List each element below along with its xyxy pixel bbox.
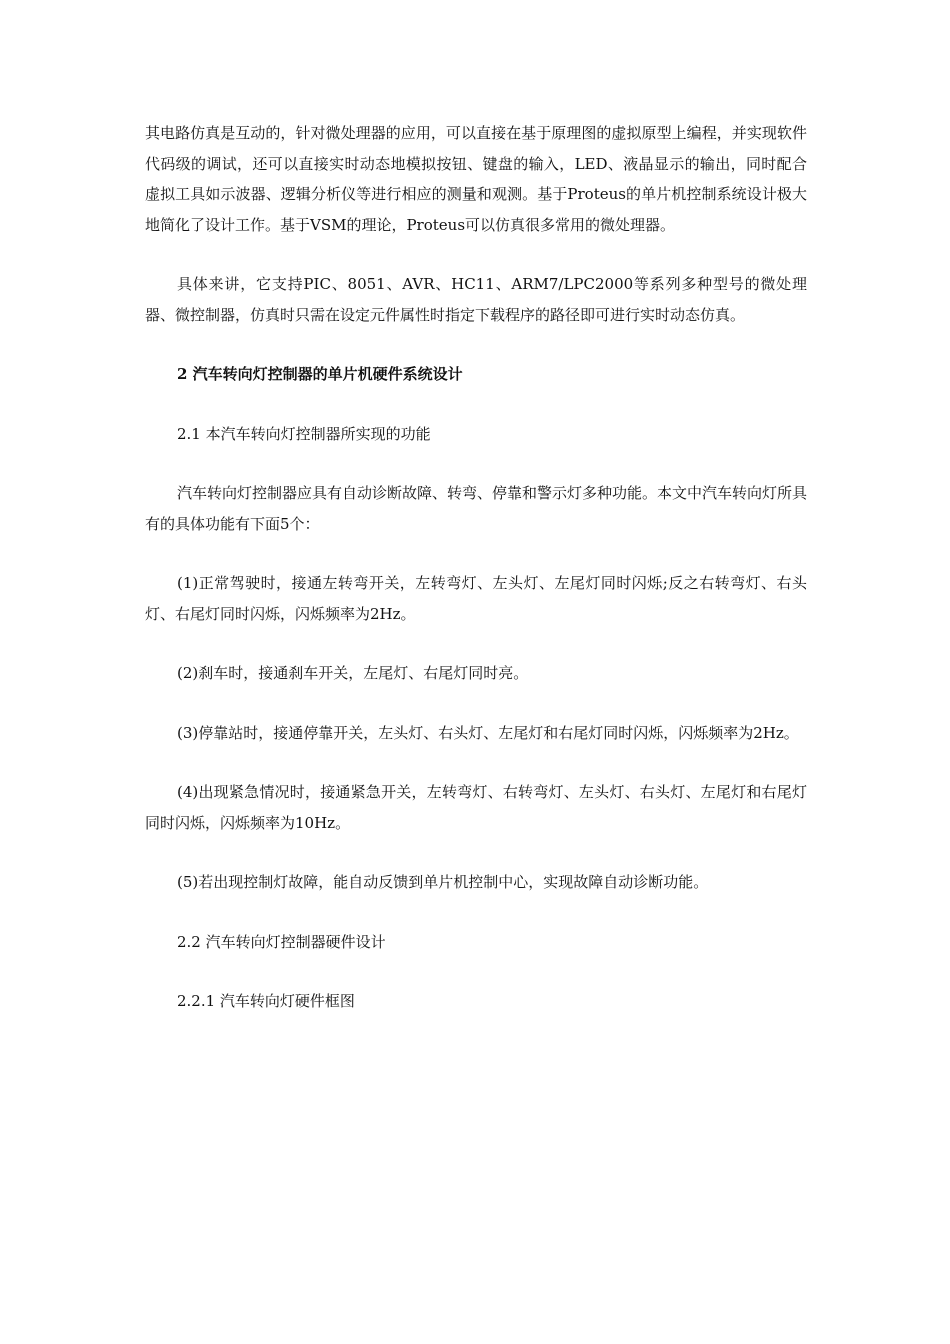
section-heading-2-2: 2.2 汽车转向灯控制器硬件设计 [177,932,386,951]
paragraph-proteus-simulation: 其电路仿真是互动的，针对微处理器的应用，可以直接在基于原理图的虚拟原型上编程，并实现软件代码级的调试，还可以直接实时动态地模拟按钮、键盘的输入，LED、液晶显示的输出，同时配合虚拟工具如示波器、逻辑分析仪等进行相应的测量和观测。基于Proteus的单片机控制系统设计极大地简化了设计工作。基于VSM的理论，Proteus可以仿真很多常用的微处理器。 [145,124,807,234]
list-item-2: (2)刹车时，接通刹车开关，左尾灯、右尾灯同时亮。 [177,664,529,682]
list-item-1: (1)正常驾驶时，接通左转弯开关，左转弯灯、左头灯、左尾灯同时闪烁;反之右转弯灯、右头灯、右尾灯同时闪烁，闪烁频率为2Hz。 [145,574,807,623]
paragraph-supported-processors: 具体来讲，它支持PIC、8051、AVR、HC11、ARM7/LPC2000等系列多种型号的微处理器、微控制器，仿真时只需在设定元件属性时指定下载程序的路径即可进行实时动态仿真。 [145,275,807,324]
paragraph-controller-functions: 汽车转向灯控制器应具有自动诊断故障、转弯、停靠和警示灯多种功能。本文中汽车转向灯所具有的具体功能有下面5个： [145,484,808,533]
section-heading-2-1: 2.1 本汽车转向灯控制器所实现的功能 [177,424,431,443]
document-body [145,118,807,1046]
list-item-4: (4)出现紧急情况时，接通紧急开关，左转弯灯、右转弯灯、左头灯、右头灯、左尾灯和右尾灯同时闪烁，闪烁频率为10Hz。 [145,783,807,832]
section-heading-2: 2 汽车转向灯控制器的单片机硬件系统设计 [177,365,463,383]
list-item-5: (5)若出现控制灯故障，能自动反馈到单片机控制中心，实现故障自动诊断功能。 [177,873,709,891]
section-heading-2-2-1: 2.2.1 汽车转向灯硬件框图 [177,992,355,1010]
list-item-3: (3)停靠站时，接通停靠开关，左头灯、右头灯、左尾灯和右尾灯同时闪烁，闪烁频率为2Hz。 [177,723,799,742]
